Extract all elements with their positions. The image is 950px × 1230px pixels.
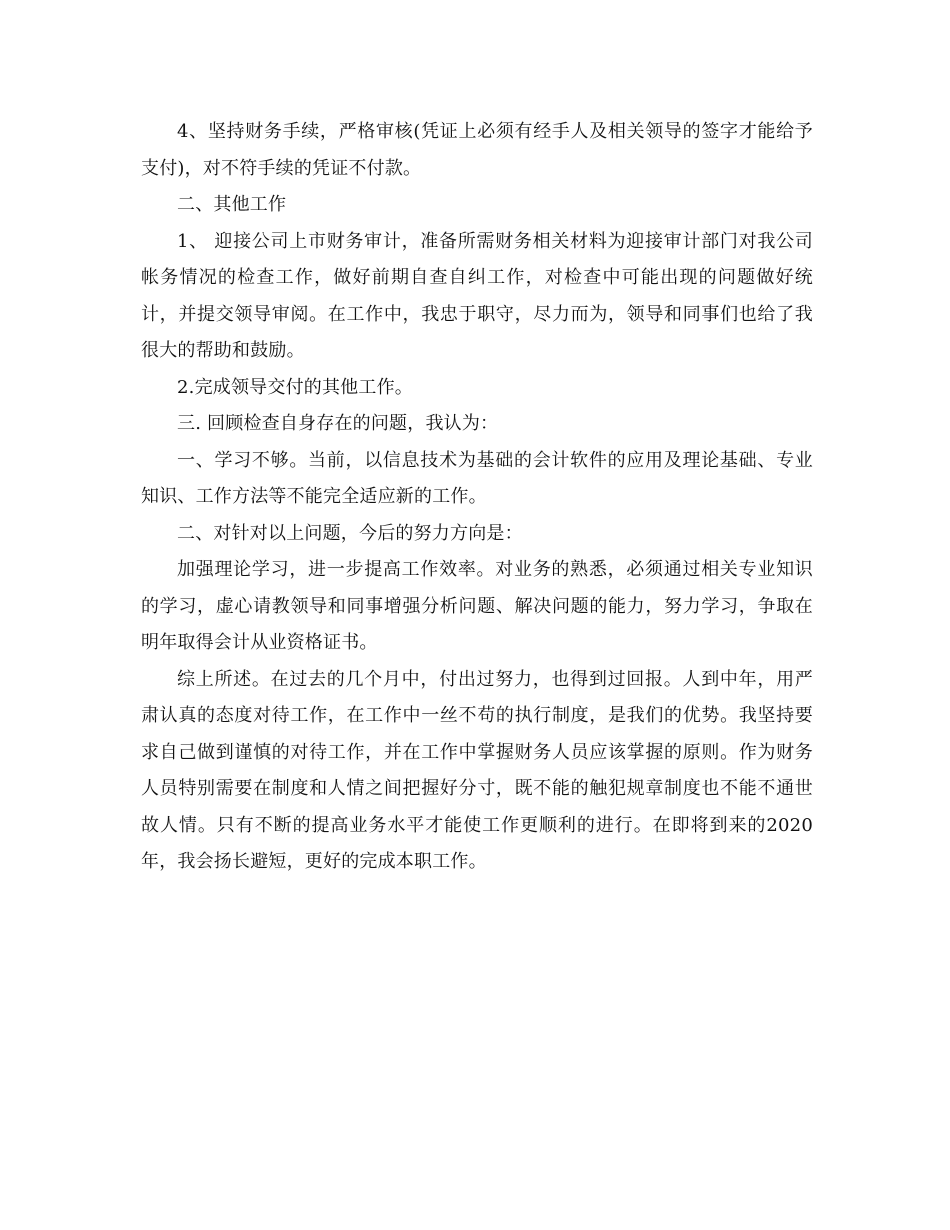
paragraph-summary: 综上所述。在过去的几个月中，付出过努力，也得到过回报。人到中年，用严肃认真的态度对待工作，在工作中一丝不苟的执行制度，是我们的优势。我坚持要求自己做到谨慎的对待工作，并在工作中掌握财务人员应该掌握的原则。作为财务人员特别需要在制度和人情之间把握好分寸，既不能的触犯规章制度也不能不通世故人情。只有不断的提高业务水平才能使工作更顺利的进行。在即将到来的2020年，我会扬长避短，更好的完成本职工作。 — [141, 668, 813, 872]
heading-review-problems: 三. 回顾检查自身存在的问题，我认为： — [177, 413, 499, 434]
paragraph-insufficient-learning: 一、学习不够。当前，以信息技术为基础的会计软件的应用及理论基础、专业知识、工作方法等不能完全适应新的工作。 — [141, 449, 813, 507]
paragraph-other-tasks: 2.完成领导交付的其他工作。 — [177, 376, 413, 398]
document-body — [141, 114, 813, 881]
paragraph-strengthen-study: 加强理论学习，进一步提高工作效率。对业务的熟悉，必须通过相关专业知识的学习，虚心请教领导和同事增强分析问题、解决问题的能力，努力学习，争取在明年取得会计从业资格证书。 — [141, 559, 813, 653]
paragraph-finance-procedure: 4、坚持财务手续，严格审核(凭证上必须有经手人及相关领导的签字才能给予支付)，对不符手续的凭证不付款。 — [141, 121, 813, 179]
paragraph-audit-preparation: 1、 迎接公司上市财务审计，准备所需财务相关材料为迎接审计部门对我公司帐务情况的检查工作，做好前期自查自纠工作，对检查中可能出现的问题做好统计，并提交领导审阅。在工作中，我忠于职守，尽力而为，领导和同事们也给了我很大的帮助和鼓励。 — [141, 230, 813, 361]
heading-improvement-direction: 二、对针对以上问题，今后的努力方向是： — [177, 522, 523, 544]
heading-other-work: 二、其他工作 — [177, 194, 287, 215]
